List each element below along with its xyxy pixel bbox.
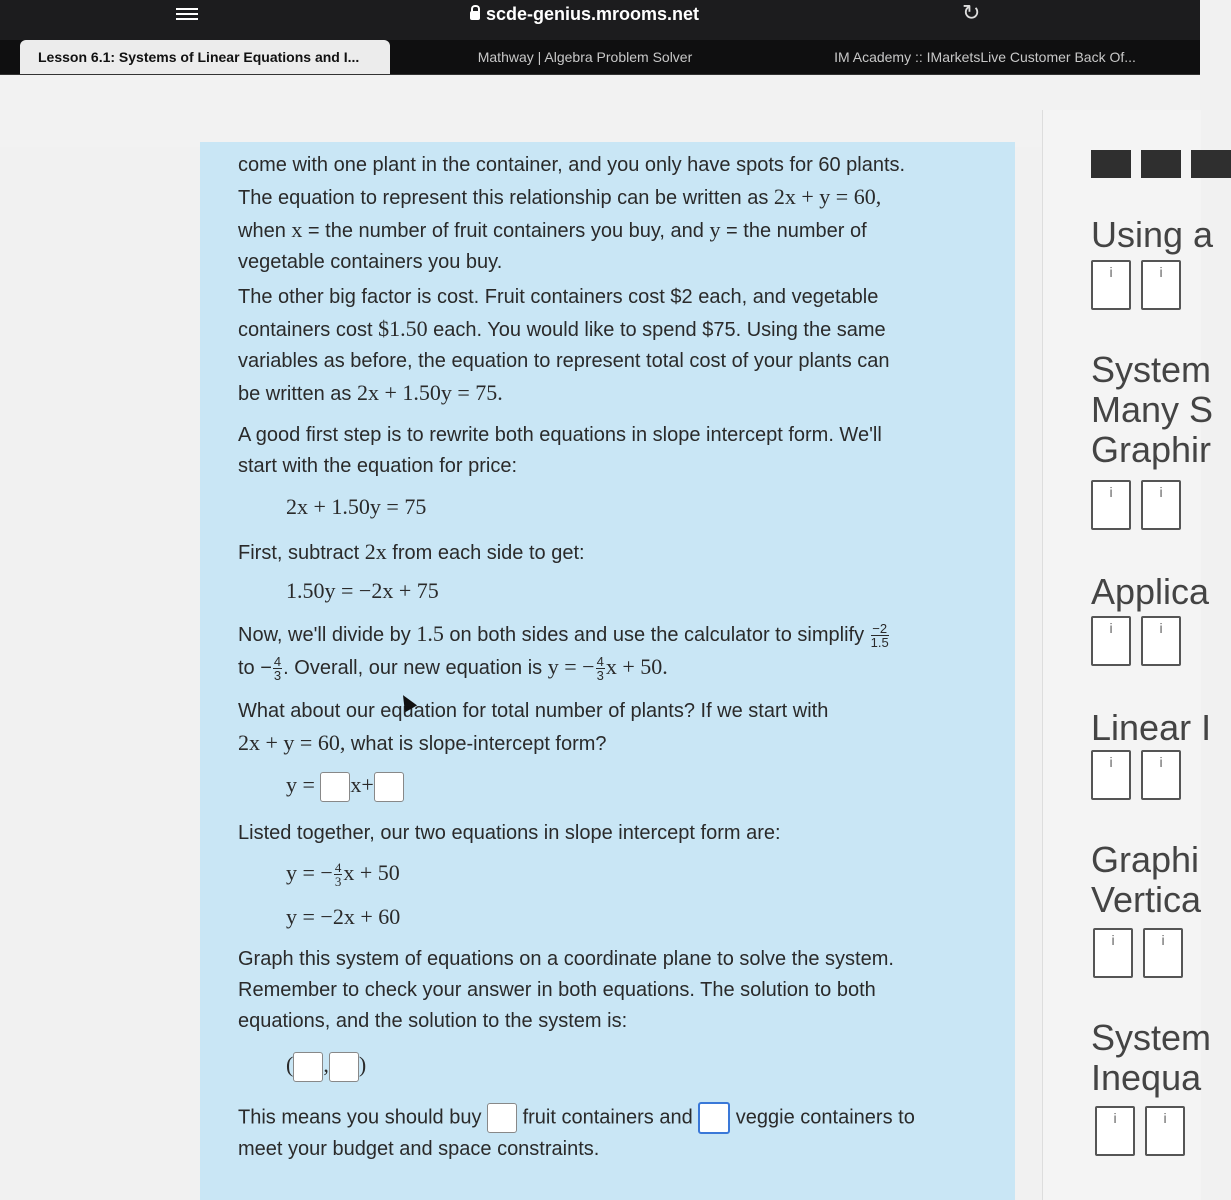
lesson-panel: [200, 142, 1015, 1200]
text-line: Graph this system of equations on a coordinate plane to solve the system.: [238, 948, 894, 970]
text-line: to − $\frac{4}{3}$ . Overall, our new equation is y = − $\frac{4}{3}$ x + 50.: [238, 654, 668, 684]
reader-menu-icon[interactable]: [176, 8, 198, 26]
fraction-4-over-3: $\frac{4}{3}$: [596, 654, 604, 684]
fruit-count-input[interactable]: [487, 1103, 517, 1133]
reload-icon[interactable]: ↻: [962, 0, 981, 25]
paragraph-plants: [238, 696, 978, 760]
paren: (: [286, 1052, 294, 1078]
lesson-sidebar: [1042, 110, 1214, 1200]
equation-list-1: y = − $\frac{4}{3}$ x + 50: [286, 860, 400, 890]
url-display[interactable]: [470, 4, 699, 25]
text-line: Remember to check your answer in both equations. The solution to both: [238, 979, 876, 1001]
tab-label: Lesson 6.1: Systems of Linear Equations and I...: [38, 49, 360, 65]
paragraph-first-step: [238, 420, 978, 482]
paragraph-divide: [238, 618, 978, 684]
paragraph-cost: [238, 282, 978, 410]
paragraph-space: [238, 150, 978, 278]
paragraph-conclusion: [238, 1102, 978, 1165]
sidebar-item-box[interactable]: i: [1141, 750, 1181, 800]
paragraph-graph: [238, 944, 978, 1037]
text-line: The equation to represent this relationship can be written as 2x + y = 60,: [238, 184, 882, 209]
sidebar-section-title: System Inequa: [1091, 1017, 1212, 1098]
solution-y-input[interactable]: [329, 1052, 359, 1082]
equation-subtracted: 1.50y = −2x + 75: [286, 578, 439, 603]
text-line: vegetable containers you buy.: [238, 251, 503, 273]
sidebar-section-title: System Many S Graphir: [1091, 349, 1214, 470]
solution-x-input[interactable]: [293, 1052, 323, 1082]
tab-label: Mathway | Algebra Problem Solver: [477, 49, 693, 65]
paren: ): [358, 1052, 367, 1078]
sidebar-item-box[interactable]: i: [1091, 480, 1131, 530]
sidebar-item-box[interactable]: i: [1145, 1106, 1185, 1156]
text-line: come with one plant in the container, and you only have spots for 60 plants.: [238, 154, 906, 176]
text-line: equations, and the solution to the system is:: [238, 1010, 628, 1032]
sidebar-section-title: Using a: [1091, 214, 1214, 255]
text-line: Listed together, our two equations in slope intercept form are:: [238, 822, 781, 844]
veggie-count-input[interactable]: [698, 1102, 730, 1134]
tab-mathway[interactable]: [410, 40, 760, 74]
nav-block[interactable]: [1091, 150, 1131, 178]
solution-answer: [286, 1052, 366, 1082]
tab-label: IM Academy :: IMarketsLive Customer Back Of...: [834, 49, 1136, 65]
sidebar-item-box[interactable]: i: [1091, 260, 1131, 310]
fraction-4-over-3: $\frac{4}{3}$: [334, 860, 342, 890]
sidebar-item-box[interactable]: i: [1095, 1106, 1135, 1156]
sidebar-section-title: Applica: [1091, 571, 1210, 612]
equation-price: 2x + 1.50y = 75: [286, 494, 427, 519]
text-line: The other big factor is cost. Fruit containers cost $2 each, and vegetable: [238, 286, 879, 308]
text-line: First, subtract 2x from each side to get:: [238, 539, 585, 564]
sidebar-item-box[interactable]: i: [1143, 928, 1183, 978]
sidebar-item-box[interactable]: i: [1091, 616, 1131, 666]
slope-input[interactable]: [320, 772, 350, 802]
text-line: A good first step is to rewrite both equations in slope intercept form. We'll: [238, 424, 882, 446]
paragraph-listed: [238, 818, 978, 849]
tab-bar: [0, 40, 1200, 75]
fraction-4-over-3: $\frac{4}{3}$: [273, 654, 282, 684]
equation-list-2: y = −2x + 60: [286, 904, 401, 929]
text-line: meet your budget and space constraints.: [238, 1138, 600, 1160]
text-line: This means you should buy fruit containers and veggie containers to: [238, 1102, 978, 1134]
sidebar-item-box[interactable]: i: [1141, 260, 1181, 310]
answer-label: y =: [286, 772, 315, 798]
text-line: start with the equation for price:: [238, 455, 518, 477]
sidebar-item-box[interactable]: i: [1141, 480, 1181, 530]
intercept-input[interactable]: [374, 772, 404, 802]
tab-im-academy[interactable]: [780, 40, 1190, 74]
text-line: Now, we'll divide by 1.5 on both sides and use the calculator to simplify $\frac{-2}{1.5}$: [238, 621, 889, 651]
page-header-area: [0, 75, 1200, 147]
lock-icon: [470, 11, 480, 20]
sidebar-section-title: Linear I: [1091, 707, 1212, 748]
sidebar-section-title: Graphi Vertica: [1091, 839, 1202, 920]
slope-intercept-answer: [286, 772, 404, 802]
url-text: scde-genius.mrooms.net: [486, 4, 700, 24]
sidebar-item-box[interactable]: i: [1093, 928, 1133, 978]
tab-lesson[interactable]: [20, 40, 390, 74]
text-line: when x = the number of fruit containers you buy, and y = the number of: [238, 217, 867, 242]
text-line: containers cost $1.50 each. You would like to spend $75. Using the same: [238, 316, 886, 341]
comma: ,: [323, 1052, 329, 1078]
paragraph-subtract: [238, 536, 978, 569]
sidebar-item-box[interactable]: i: [1141, 616, 1181, 666]
browser-url-bar: [0, 0, 1200, 40]
answer-label: x+: [350, 772, 374, 798]
nav-block[interactable]: [1191, 150, 1231, 178]
text-line: variables as before, the equation to represent total cost of your plants can: [238, 350, 890, 372]
text-line: be written as 2x + 1.50y = 75.: [238, 380, 503, 405]
text-line: 2x + y = 60, what is slope-intercept form?: [238, 730, 607, 755]
nav-block[interactable]: [1141, 150, 1181, 178]
text-line: What about our equation for total number of plants? If we start with: [238, 700, 829, 722]
sidebar-item-box[interactable]: i: [1091, 750, 1131, 800]
fraction-neg2-over-1.5: $\frac{-2}{1.5}$: [870, 621, 889, 651]
